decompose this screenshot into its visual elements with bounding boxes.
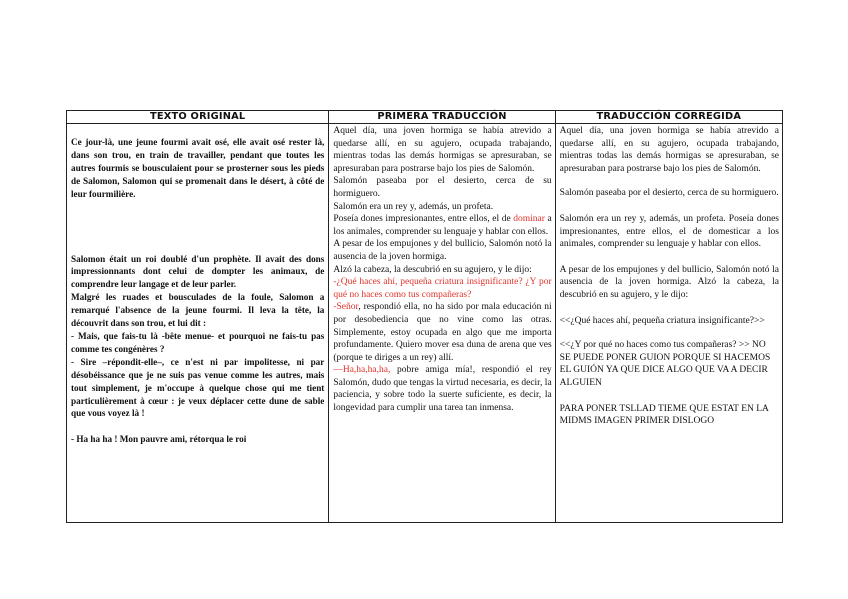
original-text-cell bbox=[67, 124, 329, 523]
first-paragraph bbox=[333, 213, 551, 238]
text-run: , respondió ella, no ha sido por mala educación ni por desobediencia que no vine como las otras. Simplemente, estoy ocupada en algo que me importa profundamente. Quiero mover esa duna de arena que ves (porque te diriges a un rey) allí. bbox=[333, 302, 552, 363]
first-paragraph-highlighted: -¿Qué haces ahí, pequeña criatura insignificante? ¿Y por qué no haces como tus compañeras? bbox=[333, 277, 552, 300]
first-paragraph bbox=[333, 301, 551, 364]
text-run: pobre amiga mía!, respondió el rey Salomón, dudo que tengas la virtud necesaria, es decir, la paciencia, y sobre todo la suerte suficiente, es decir, la longevidad para cumplir una tarea tan inmensa. bbox=[333, 365, 552, 414]
highlighted-word: dominar bbox=[513, 214, 545, 225]
header-first-translation: PRIMERA TRADUCCIÓN bbox=[329, 111, 555, 124]
text-run: a los animales, comprender su lenguaje y hablar con ellos. bbox=[333, 214, 552, 237]
header-corrected-translation: TRADUCCIÓN CORREGIDA bbox=[555, 111, 782, 124]
text-run: Poseía dones impresionantes, entre ellos, el de bbox=[333, 214, 514, 225]
spacer bbox=[560, 200, 779, 213]
first-paragraph: A pesar de los empujones y del bullicio, Salomón notó la ausencia de la joven hormiga. bbox=[333, 239, 552, 262]
spacer bbox=[71, 201, 324, 253]
spacer bbox=[560, 390, 779, 403]
translation-table bbox=[66, 110, 783, 523]
corrected-paragraph: Aquel día, una joven hormiga se había atrevido a quedarse allí, en su agujero, ocupada trabajando, mientras todas las demás hormigas se apresuraban, se apresuraban para postrarse bajo los pies de Salomón. bbox=[559, 126, 779, 174]
original-paragraph: - Ha ha ha ! Mon pauvre ami, rétorqua le roi bbox=[71, 434, 247, 445]
spacer bbox=[560, 302, 779, 315]
first-paragraph bbox=[333, 364, 551, 414]
original-paragraph: - Mais, que fais-tu là -bête menue- et pourquoi ne fais-tu pas comme tes congénères ? bbox=[71, 330, 325, 354]
first-translation-cell bbox=[329, 124, 555, 523]
highlighted-word: -Señor bbox=[333, 302, 359, 313]
corrected-paragraph: Salomón paseaba por el desierto, cerca de su hormiguero. bbox=[559, 188, 779, 199]
corrected-paragraph: <<¿Qué haces ahí, pequeña criatura insignificante?>> bbox=[559, 315, 765, 326]
original-paragraph: - Sire –répondit-elle–, ce n'est ni par impolitesse, ni par désobéissance que je ne suis pas venue comme les autres, mais tout simplement, je m'occupe à quelque chose qui me tient particulièrement à cœur : je veux déplacer cette dune de sable que vous voyez là ! bbox=[71, 356, 325, 419]
corrected-translation-cell bbox=[555, 124, 782, 523]
corrected-paragraph: <<¿Y por qué no haces como tus compañeras? >> NO SE PUEDE PONER GUION PORQUE SI HACEMOS EL GUIÓN YA QUE DICE ALGO QUE VA A DECIR ALGUIEN bbox=[559, 340, 771, 388]
first-paragraph: Salomón paseaba por el desierto, cerca de su hormiguero. bbox=[333, 176, 552, 199]
content-row bbox=[67, 124, 783, 523]
original-paragraph: Malgré les ruades et bousculades de la foule, Salomon a remarqué l'absence de la jeune fourmi. Il leva la tête, la découvrit dans son trou, et lui dit : bbox=[71, 292, 325, 329]
spacer bbox=[560, 251, 779, 264]
first-paragraph: Salomón era un rey y, además, un profeta. bbox=[333, 201, 494, 212]
spacer bbox=[560, 327, 779, 339]
spacer bbox=[71, 420, 324, 433]
corrected-paragraph: A pesar de los empujones y del bullicio, Salomón notó la ausencia de la joven hormiga. Alzó la cabeza, la descubrió en su agujero, y le dijo: bbox=[559, 264, 779, 300]
original-paragraph: Salomon était un roi doublé d'un prophète. Il avait des dons impressionnants dont celui de dompter les animaux, de comprendre leur langage et de leur parler. bbox=[71, 253, 325, 290]
corrected-paragraph: Salomón era un rey y, además, un profeta. Poseía dones impresionantes, entre ellos, el de domesticar a los animales, comprender su lenguaje y hablar con ellos. bbox=[559, 213, 779, 250]
header-row bbox=[67, 111, 783, 124]
original-paragraph: Ce jour-là, une jeune fourmi avait osé, elle avait osé rester là, dans son trou, en train de travailler, pendant que toutes les autres fourmis se bousculaient pour se prosterner sous les pieds de Salomon, Salomon qui se promenait dans le désert, à côté de leur fourmilière. bbox=[71, 137, 325, 199]
first-paragraph: Alzó la cabeza, la descubrió en su agujero, y le dijo: bbox=[333, 264, 532, 275]
corrected-paragraph: PARA PONER TSLLAD TIEME QUE ESTAT EN LA MIDMS IMAGEN PRIMER DISLOGO bbox=[559, 403, 769, 427]
spacer bbox=[560, 175, 779, 187]
highlighted-word: —Ha,ha,ha,ha, bbox=[333, 365, 391, 376]
first-paragraph: Aquel día, una joven hormiga se había atrevido a quedarse allí, en su agujero, ocupada trabajando, mientras todas las demás hormigas se apresuraban, se apresuraban para postrarse bajo los pies de Salomón. bbox=[333, 126, 552, 174]
header-original: TEXTO ORIGINAL bbox=[67, 111, 329, 124]
